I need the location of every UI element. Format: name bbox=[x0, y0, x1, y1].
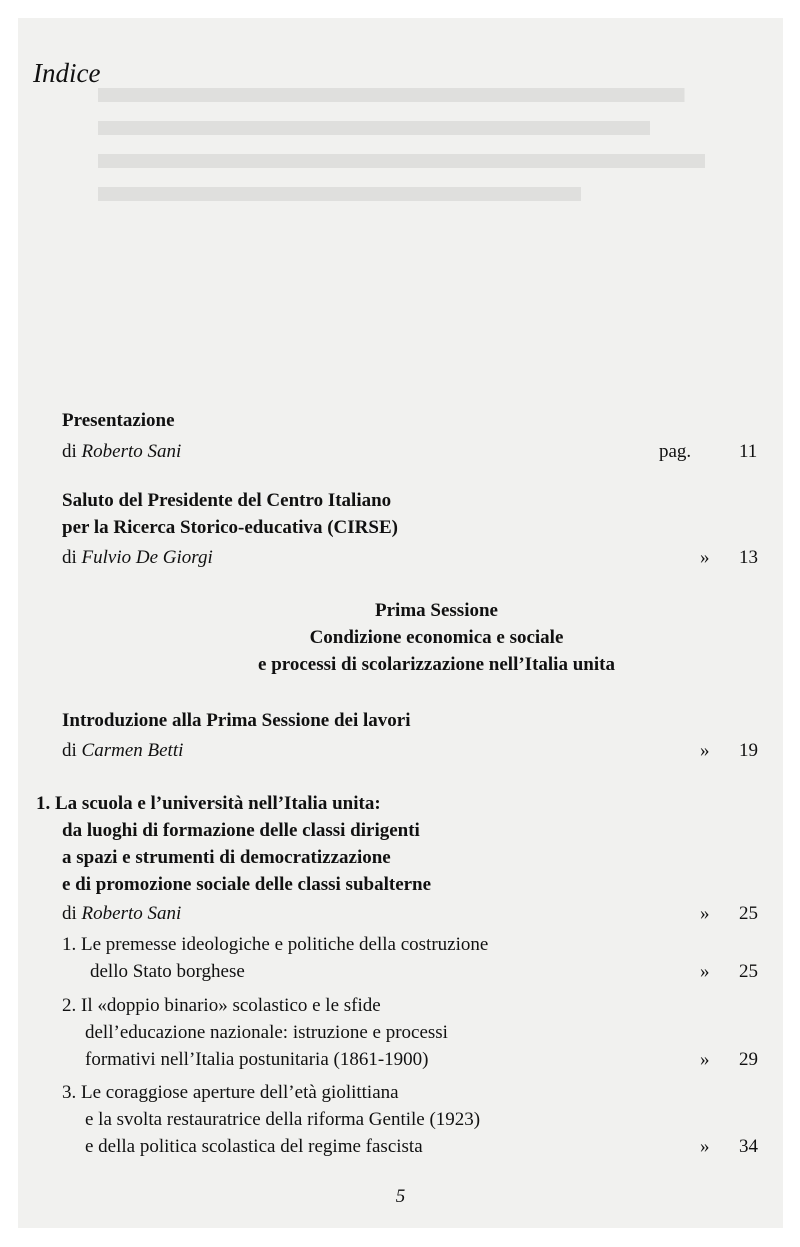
page-ref: 34 bbox=[739, 1136, 758, 1157]
page-ref: 25 bbox=[739, 903, 758, 924]
author-name: Roberto Sani bbox=[81, 903, 182, 924]
page-ref: 19 bbox=[739, 740, 758, 761]
toc-section-2-line3: formativi nell’Italia postunitaria (1861-1900) bbox=[85, 1049, 429, 1070]
author-name: Roberto Sani bbox=[81, 441, 182, 462]
byline-di: di bbox=[62, 903, 77, 924]
byline-di: di bbox=[62, 441, 77, 462]
toc-entry-saluto-byline bbox=[62, 545, 213, 571]
page-ref: 29 bbox=[739, 1049, 758, 1070]
toc-chapter-1-byline bbox=[62, 901, 181, 927]
toc-section-1-line1: 1. Le premesse ideologiche e politiche della costruzione bbox=[62, 934, 489, 955]
byline-di: di bbox=[62, 740, 77, 761]
toc-entry-presentazione-byline bbox=[62, 439, 181, 465]
byline-di: di bbox=[62, 547, 77, 568]
page-ref: 25 bbox=[739, 961, 758, 982]
toc-chapter-1-title-line4: e di promozione sociale delle classi subalterne bbox=[62, 874, 432, 895]
page-number: 5 bbox=[395, 1186, 406, 1207]
ditto-mark: » bbox=[700, 903, 710, 924]
ditto-mark: » bbox=[700, 740, 710, 761]
page-prefix: pag. bbox=[659, 441, 692, 462]
session-heading-line3: e processi di scolarizzazione nell’Italia unita bbox=[258, 654, 615, 675]
toc-chapter-1-title-line1: 1. La scuola e l’università nell’Italia unita: bbox=[36, 793, 381, 814]
toc-entry-presentazione-title: Presentazione bbox=[62, 410, 175, 431]
book-page bbox=[18, 18, 783, 1228]
toc-section-1-line2: dello Stato borghese bbox=[90, 961, 245, 982]
ditto-mark: » bbox=[700, 1049, 710, 1070]
ditto-mark: » bbox=[700, 547, 710, 568]
page-ref: 11 bbox=[739, 441, 758, 462]
toc-section-2-line1: 2. Il «doppio binario» scolastico e le sfide bbox=[62, 995, 381, 1016]
session-heading-line1: Prima Sessione bbox=[375, 600, 498, 621]
bleed-through-texture bbox=[98, 78, 783, 201]
toc-entry-introduzione-title: Introduzione alla Prima Sessione dei lavori bbox=[62, 710, 411, 731]
author-name: Carmen Betti bbox=[81, 740, 184, 761]
toc-section-2-line2: dell’educazione nazionale: istruzione e processi bbox=[85, 1022, 448, 1043]
ditto-mark: » bbox=[700, 1136, 710, 1157]
toc-chapter-1-title-line2: da luoghi di formazione delle classi dirigenti bbox=[62, 820, 420, 841]
toc-entry-saluto-title-line2: per la Ricerca Storico-educativa (CIRSE) bbox=[62, 517, 398, 538]
author-name: Fulvio De Giorgi bbox=[81, 547, 213, 568]
page-ref: 13 bbox=[739, 547, 758, 568]
toc-chapter-1-title-line3: a spazi e strumenti di democratizzazione bbox=[62, 847, 391, 868]
toc-section-3-line2: e la svolta restauratrice della riforma Gentile (1923) bbox=[85, 1109, 481, 1130]
toc-entry-saluto-title-line1: Saluto del Presidente del Centro Italiano bbox=[62, 490, 392, 511]
toc-section-3-line3: e della politica scolastica del regime fascista bbox=[85, 1136, 423, 1157]
session-heading-line2: Condizione economica e sociale bbox=[309, 627, 564, 648]
toc-section-3-line1: 3. Le coraggiose aperture dell’età giolittiana bbox=[62, 1082, 399, 1103]
page-title: Indice bbox=[33, 58, 101, 88]
ditto-mark: » bbox=[700, 961, 710, 982]
toc-entry-introduzione-byline bbox=[62, 738, 183, 764]
